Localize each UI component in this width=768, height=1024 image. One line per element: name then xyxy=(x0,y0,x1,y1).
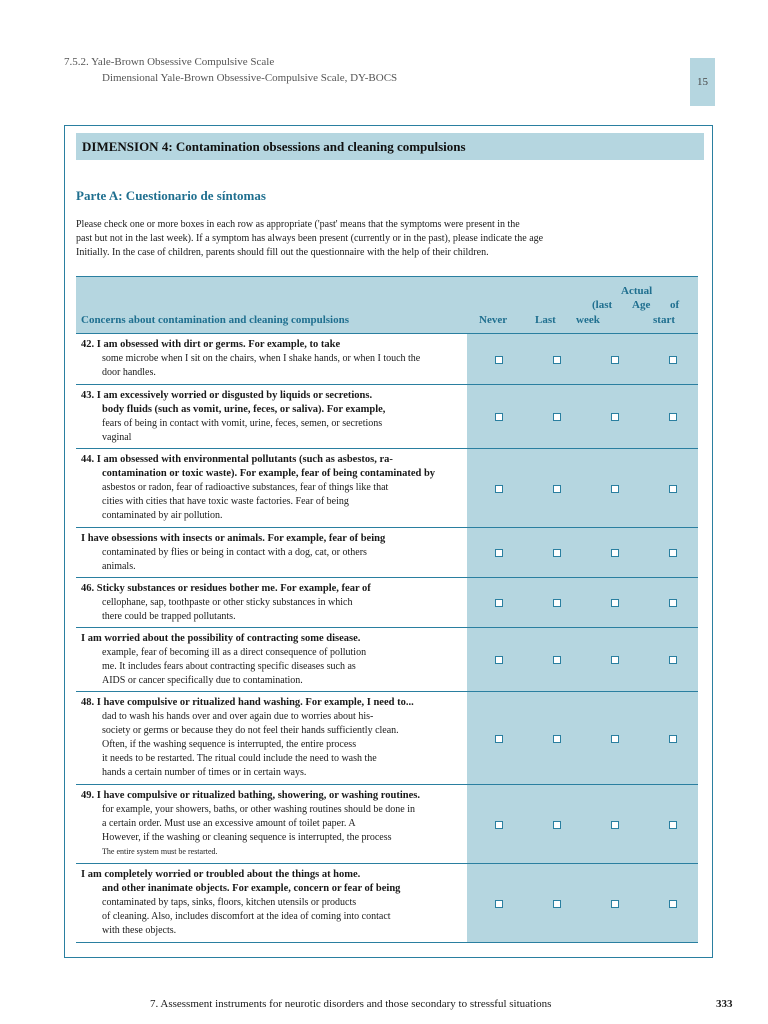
item-text-line: fears of being in contact with vomit, urine, feces, semen, or secretions xyxy=(102,418,383,429)
item-text-line: 48. I have compulsive or ritualized hand washing. For example, I need to... xyxy=(81,697,414,708)
table-row xyxy=(76,449,698,528)
table-row xyxy=(76,785,698,864)
checkbox-last[interactable] xyxy=(553,356,561,364)
checkbox-start[interactable] xyxy=(669,356,677,364)
item-text-line: 43. I am excessively worried or disgusted by liquids or secretions. xyxy=(81,390,373,401)
item-text-line: me. It includes fears about contracting specific diseases such as xyxy=(102,661,356,672)
questionnaire-frame xyxy=(64,125,713,958)
item-text-line: I am completely worried or troubled about the things at home. xyxy=(81,869,361,880)
item-text-line: and other inanimate objects. For example, concern or fear of being xyxy=(102,883,401,894)
table-body xyxy=(76,334,698,943)
table-row xyxy=(76,528,698,578)
item-text-line: contaminated by air pollution. xyxy=(102,510,223,521)
header-age: Age xyxy=(632,299,651,311)
item-text xyxy=(81,789,420,859)
symptom-table xyxy=(76,276,698,943)
item-text-line: of cleaning. Also, includes discomfort at the idea of coming into contact xyxy=(102,911,391,922)
item-text-line: with these objects. xyxy=(102,925,177,936)
table-row xyxy=(76,692,698,785)
checkbox-last[interactable] xyxy=(553,900,561,908)
item-text xyxy=(81,338,420,380)
item-text-line: The entire system must be restarted. xyxy=(102,847,218,856)
item-text xyxy=(81,532,385,574)
item-text-line: contamination or toxic waste). For example, fear of being contaminated by xyxy=(102,468,436,479)
item-text-line: However, if the washing or cleaning sequence is interrupted, the process xyxy=(102,832,392,843)
item-text xyxy=(81,453,435,523)
item-text-line: I am worried about the possibility of contracting some disease. xyxy=(81,633,361,644)
item-text-line: contaminated by flies or being in contact with a dog, cat, or others xyxy=(102,547,367,558)
item-text-line: animals. xyxy=(102,561,136,572)
checkbox-start[interactable] xyxy=(669,900,677,908)
item-text xyxy=(81,696,414,780)
item-text xyxy=(81,868,400,938)
item-text-line: 44. I am obsessed with environmental pollutants (such as asbestos, ra- xyxy=(81,454,393,465)
checkbox-never[interactable] xyxy=(495,656,503,664)
instructions-line: Please check one or more boxes in each row as appropriate ('past' means that the symptoms were present in the xyxy=(76,219,520,230)
checkbox-last[interactable] xyxy=(553,599,561,607)
dimension-title: DIMENSION 4: Contamination obsessions and cleaning compulsions xyxy=(76,133,704,160)
table-row xyxy=(76,864,698,943)
table-row xyxy=(76,334,698,385)
header-actual: Actual xyxy=(621,285,653,297)
checkbox-last[interactable] xyxy=(553,549,561,557)
table-row xyxy=(76,578,698,628)
checkbox-actual[interactable] xyxy=(611,821,619,829)
checkbox-start[interactable] xyxy=(669,599,677,607)
checkbox-start[interactable] xyxy=(669,821,677,829)
checkbox-actual[interactable] xyxy=(611,356,619,364)
checkbox-start[interactable] xyxy=(669,485,677,493)
running-header-title: 7.5.2. Yale-Brown Obsessive Compulsive Scale xyxy=(64,56,275,68)
instructions xyxy=(76,218,706,260)
header-last: Last xyxy=(535,314,556,326)
item-text xyxy=(81,389,385,445)
checkbox-actual[interactable] xyxy=(611,900,619,908)
checkbox-start[interactable] xyxy=(669,549,677,557)
chapter-tab: 15 xyxy=(690,58,715,106)
item-text xyxy=(81,582,371,624)
item-text-line: asbestos or radon, fear of radioactive substances, fear of things like that xyxy=(102,482,389,493)
item-text-line: AIDS or cancer specifically due to contamination. xyxy=(102,675,303,686)
checkbox-never[interactable] xyxy=(495,413,503,421)
item-text-line: I have obsessions with insects or animals. For example, fear of being xyxy=(81,533,386,544)
item-text-line: cities with cities that have toxic waste factories. Fear of being xyxy=(102,496,349,507)
checkbox-last[interactable] xyxy=(553,735,561,743)
checkbox-never[interactable] xyxy=(495,821,503,829)
table-row xyxy=(76,385,698,449)
checkbox-never[interactable] xyxy=(495,356,503,364)
item-text-line: a certain order. Must use an excessive amount of toilet paper. A xyxy=(102,818,356,829)
header-week: week xyxy=(576,314,600,326)
checkbox-last[interactable] xyxy=(553,821,561,829)
item-text-line: some microbe when I sit on the chairs, when I shake hands, or when I touch the xyxy=(102,353,421,364)
item-text-line: society or germs or because they do not feel their hands sufficiently clean. xyxy=(102,725,399,736)
instructions-line: past but not in the last week). If a symptom has always been present (currently or in the past), please indicate the age xyxy=(76,233,544,244)
checkbox-actual[interactable] xyxy=(611,656,619,664)
checkbox-actual[interactable] xyxy=(611,599,619,607)
header-last-paren: (last xyxy=(592,299,613,311)
header-of: of xyxy=(670,299,680,311)
checkbox-actual[interactable] xyxy=(611,485,619,493)
checkbox-never[interactable] xyxy=(495,900,503,908)
checkbox-actual[interactable] xyxy=(611,549,619,557)
item-text-line: example, fear of becoming ill as a direct consequence of pollution xyxy=(102,647,367,658)
footer-text: 7. Assessment instruments for neurotic disorders and those secondary to stressful situations xyxy=(150,998,552,1010)
checkbox-never[interactable] xyxy=(495,735,503,743)
item-text-line: 42. I am obsessed with dirt or germs. For example, to take xyxy=(81,339,341,350)
checkbox-actual[interactable] xyxy=(611,413,619,421)
running-header-subtitle: Dimensional Yale-Brown Obsessive-Compulsive Scale, DY-BOCS xyxy=(102,72,398,84)
page-number: 333 xyxy=(716,998,733,1010)
item-text-line: there could be trapped pollutants. xyxy=(102,611,236,622)
checkbox-start[interactable] xyxy=(669,413,677,421)
item-text xyxy=(81,632,366,688)
header-never: Never xyxy=(479,314,508,326)
item-text-line: 49. I have compulsive or ritualized bathing, showering, or washing routines. xyxy=(81,790,420,801)
item-text-line: hands a certain number of times or in certain ways. xyxy=(102,767,307,778)
table-row xyxy=(76,628,698,692)
checkbox-never[interactable] xyxy=(495,549,503,557)
checkbox-last[interactable] xyxy=(553,413,561,421)
item-text-line: door handles. xyxy=(102,367,156,378)
item-text-line: cellophane, sap, toothpaste or other sticky substances in which xyxy=(102,597,353,608)
item-text-line: for example, your showers, baths, or other washing routines should be done in xyxy=(102,804,415,815)
checkbox-last[interactable] xyxy=(553,485,561,493)
part-title: Parte A: Cuestionario de síntomas xyxy=(76,188,266,203)
item-text-line: Often, if the washing sequence is interrupted, the entire process xyxy=(102,739,357,750)
checkbox-start[interactable] xyxy=(669,656,677,664)
item-text-line: it needs to be restarted. The ritual could include the need to wash the xyxy=(102,753,377,764)
item-text-line: contaminated by taps, sinks, floors, kitchen utensils or products xyxy=(102,897,357,908)
header-concerns: Concerns about contamination and cleaning compulsions xyxy=(81,314,350,326)
checkbox-actual[interactable] xyxy=(611,735,619,743)
checkbox-never[interactable] xyxy=(495,599,503,607)
item-text-line: vaginal xyxy=(102,432,132,443)
header-start: start xyxy=(653,314,675,326)
item-text-line: dad to wash his hands over and over again due to worries about his- xyxy=(102,711,374,722)
checkbox-start[interactable] xyxy=(669,735,677,743)
table-header xyxy=(76,276,698,334)
instructions-line: Initially. In the case of children, parents should fill out the questionnaire with the help of their children. xyxy=(76,247,489,258)
checkbox-never[interactable] xyxy=(495,485,503,493)
item-text-line: 46. Sticky substances or residues bother me. For example, fear of xyxy=(81,583,371,594)
checkbox-last[interactable] xyxy=(553,656,561,664)
item-text-line: body fluids (such as vomit, urine, feces, or saliva). For example, xyxy=(102,404,386,415)
